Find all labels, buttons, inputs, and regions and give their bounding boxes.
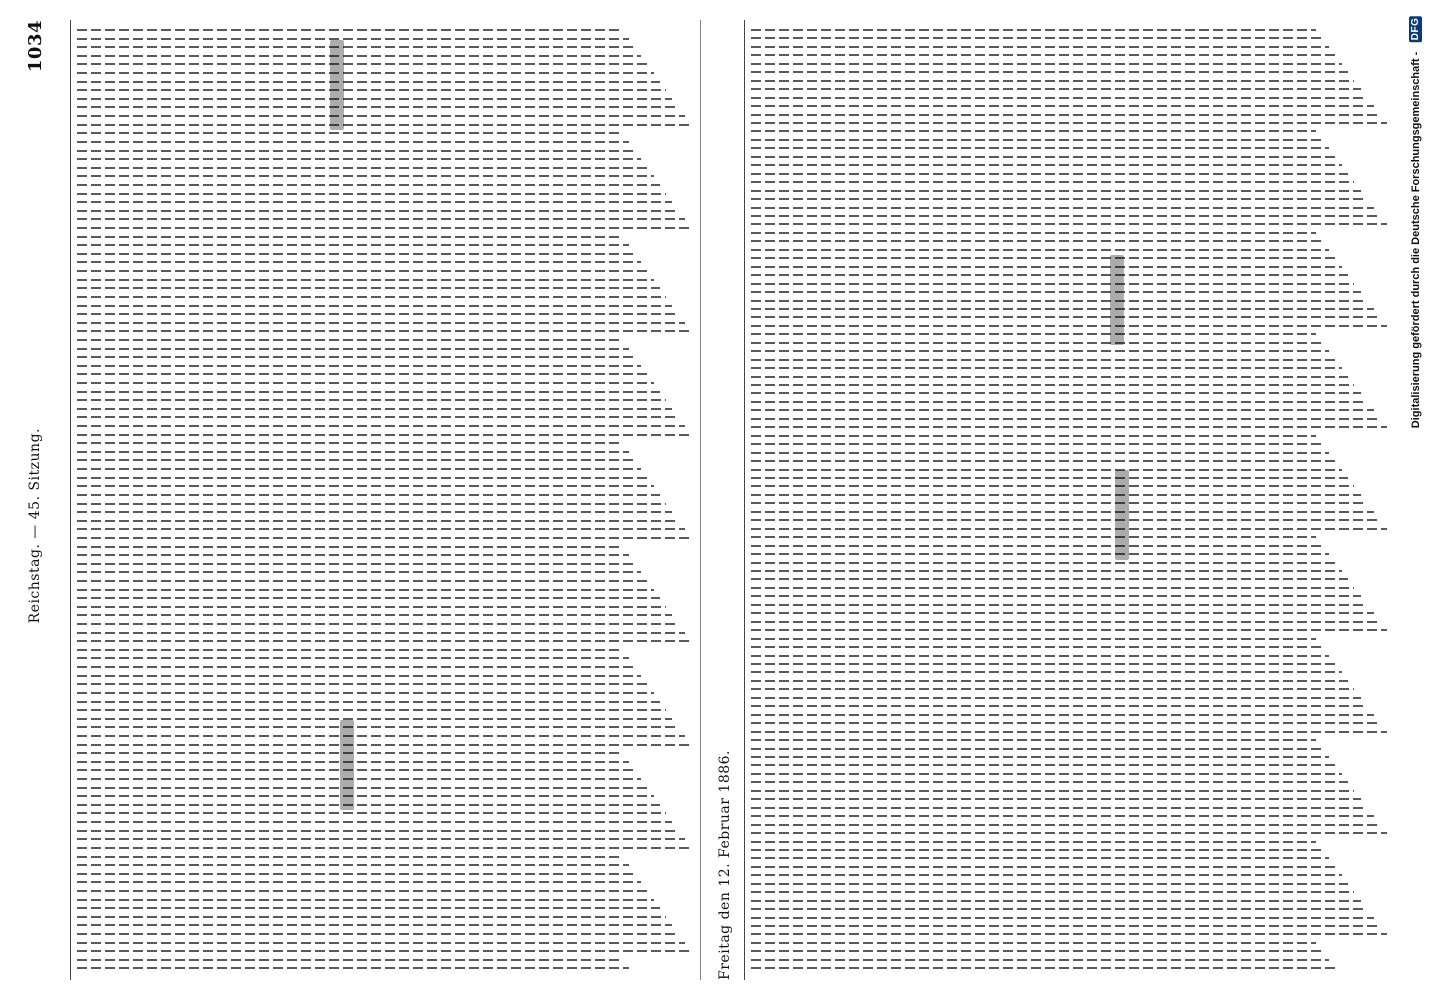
text-line	[77, 175, 654, 177]
text-line	[751, 105, 1374, 107]
text-line	[751, 807, 1367, 809]
text-line	[751, 646, 1322, 648]
text-line	[77, 503, 666, 505]
text-line	[77, 115, 685, 117]
text-line	[77, 494, 660, 496]
text-line	[751, 748, 1322, 750]
text-line	[751, 300, 1367, 302]
text-line	[751, 942, 1316, 944]
text-line	[77, 683, 647, 685]
text-line	[751, 874, 1342, 876]
text-line	[77, 675, 641, 677]
text-line	[751, 350, 1329, 352]
text-line	[751, 443, 1322, 445]
text-line	[751, 435, 1316, 437]
text-line	[77, 81, 660, 83]
text-line	[77, 29, 623, 31]
text-line	[751, 950, 1322, 952]
text-line	[77, 451, 629, 453]
text-line	[751, 190, 1361, 192]
text-line	[77, 63, 647, 65]
text-line	[77, 399, 666, 401]
text-line	[77, 847, 691, 849]
text-line	[751, 595, 1361, 597]
right-page-text-block	[744, 20, 1387, 980]
text-line	[751, 452, 1329, 454]
text-line	[751, 392, 1361, 394]
text-line	[77, 55, 641, 57]
text-line	[77, 305, 672, 307]
text-line	[77, 623, 678, 625]
text-line	[77, 795, 654, 797]
text-line	[751, 359, 1335, 361]
text-line	[751, 612, 1374, 614]
text-line	[77, 701, 660, 703]
text-line	[751, 722, 1380, 724]
text-line	[751, 80, 1354, 82]
text-line	[751, 114, 1380, 116]
text-line	[751, 71, 1348, 73]
text-line	[77, 106, 678, 108]
section-marker	[340, 720, 354, 810]
text-line	[77, 416, 678, 418]
section-marker	[1115, 470, 1129, 560]
text-line	[751, 663, 1335, 665]
text-line	[751, 545, 1322, 547]
text-line	[77, 726, 678, 728]
text-line	[751, 147, 1329, 149]
text-line	[751, 655, 1329, 657]
text-line	[751, 139, 1322, 141]
text-line	[751, 502, 1367, 504]
text-line	[77, 313, 678, 315]
text-line	[77, 261, 641, 263]
text-line	[751, 900, 1361, 902]
text-line	[751, 849, 1322, 851]
text-line	[751, 781, 1348, 783]
text-line	[751, 841, 1316, 843]
page-number: 1034	[24, 20, 46, 73]
text-line	[77, 442, 623, 444]
text-line	[751, 249, 1329, 251]
text-line	[77, 640, 691, 642]
text-line	[77, 322, 685, 324]
text-line	[77, 881, 641, 883]
text-line	[751, 325, 1387, 327]
text-line	[751, 511, 1374, 513]
text-line	[77, 950, 691, 952]
text-line	[751, 460, 1335, 462]
text-line	[751, 967, 1335, 969]
text-line	[77, 218, 685, 220]
text-line	[77, 916, 666, 918]
text-line	[751, 477, 1348, 479]
text-line	[77, 339, 623, 341]
text-line	[751, 925, 1380, 927]
text-line	[751, 536, 1316, 538]
text-line	[751, 215, 1380, 217]
text-line	[77, 158, 641, 160]
text-line	[77, 46, 635, 48]
text-line	[77, 150, 635, 152]
text-line	[77, 614, 672, 616]
text-line	[751, 342, 1322, 344]
text-line	[751, 164, 1342, 166]
text-line	[77, 546, 623, 548]
text-line	[77, 744, 691, 746]
text-line	[751, 908, 1367, 910]
text-line	[77, 769, 635, 771]
text-line	[751, 37, 1322, 39]
text-line	[77, 485, 654, 487]
dfg-credit	[1404, 16, 1426, 986]
text-line	[751, 790, 1354, 792]
text-line	[77, 124, 691, 126]
text-line	[77, 787, 647, 789]
text-line	[77, 330, 691, 332]
text-line	[77, 709, 666, 711]
text-line	[77, 201, 672, 203]
text-line	[77, 571, 641, 573]
text-line	[77, 434, 691, 436]
dfg-logo: DFG	[1409, 18, 1421, 41]
text-line	[751, 333, 1316, 335]
text-line	[751, 257, 1335, 259]
text-line	[751, 426, 1387, 428]
text-line	[751, 638, 1316, 640]
text-line	[751, 97, 1367, 99]
text-line	[77, 864, 629, 866]
text-line	[751, 469, 1342, 471]
running-header-right	[712, 20, 738, 980]
left-text-lines	[71, 20, 691, 980]
text-line	[751, 494, 1361, 496]
text-line	[77, 244, 629, 246]
text-line	[751, 283, 1354, 285]
text-line	[751, 122, 1387, 124]
text-line	[751, 63, 1342, 65]
text-line	[751, 756, 1329, 758]
text-line	[77, 89, 666, 91]
text-line	[751, 232, 1316, 234]
text-line	[751, 274, 1348, 276]
text-line	[751, 604, 1367, 606]
text-line	[77, 580, 647, 582]
text-line	[751, 240, 1322, 242]
text-line	[751, 764, 1335, 766]
dfg-credit-text	[1409, 16, 1422, 428]
running-head-date: Freitag den 12. Februar 1886.	[717, 750, 733, 980]
text-line	[751, 917, 1374, 919]
text-line	[751, 130, 1316, 132]
text-line	[751, 485, 1354, 487]
left-page-text-block	[70, 20, 691, 980]
text-line	[77, 382, 654, 384]
text-line	[77, 477, 647, 479]
text-line	[751, 773, 1342, 775]
text-line	[751, 671, 1342, 673]
text-line	[77, 236, 623, 238]
text-line	[751, 832, 1387, 834]
text-line	[751, 528, 1387, 530]
text-line	[77, 210, 678, 212]
text-line	[77, 632, 685, 634]
text-line	[751, 587, 1354, 589]
text-line	[77, 511, 672, 513]
text-line	[751, 798, 1361, 800]
text-line	[77, 287, 660, 289]
text-line	[77, 279, 654, 281]
text-line	[77, 804, 660, 806]
text-line	[77, 468, 641, 470]
text-line	[77, 821, 672, 823]
text-line	[751, 367, 1342, 369]
credit-label: Digitalisierung gefördert durch die Deutsche Forschungsgemeinschaft -	[1409, 51, 1422, 429]
running-head-session: Reichstag. — 45. Sitzung.	[27, 427, 43, 624]
text-line	[77, 537, 691, 539]
section-marker	[1110, 255, 1124, 345]
text-line	[77, 606, 666, 608]
text-line	[751, 266, 1342, 268]
text-line	[751, 705, 1367, 707]
text-line	[77, 365, 641, 367]
text-line	[751, 384, 1354, 386]
text-line	[77, 408, 672, 410]
text-line	[77, 589, 654, 591]
text-line	[77, 425, 685, 427]
text-line	[751, 688, 1354, 690]
text-line	[751, 933, 1387, 935]
text-line	[751, 198, 1367, 200]
text-line	[77, 933, 678, 935]
text-line	[77, 692, 654, 694]
text-line	[77, 649, 623, 651]
text-line	[751, 223, 1387, 225]
text-line	[77, 924, 672, 926]
text-line	[751, 308, 1374, 310]
text-line	[751, 621, 1380, 623]
text-line	[751, 697, 1361, 699]
text-line	[751, 553, 1329, 555]
text-line	[77, 38, 629, 40]
text-line	[751, 519, 1380, 521]
right-text-lines	[745, 20, 1387, 980]
text-line	[751, 409, 1374, 411]
text-line	[751, 866, 1335, 868]
text-line	[77, 167, 647, 169]
text-line	[751, 54, 1335, 56]
text-line	[751, 562, 1335, 564]
text-line	[77, 193, 666, 195]
text-line	[77, 735, 685, 737]
text-line	[77, 967, 629, 969]
text-line	[751, 570, 1342, 572]
text-line	[77, 528, 685, 530]
text-line	[77, 907, 660, 909]
text-line	[751, 29, 1316, 31]
text-line	[77, 373, 647, 375]
text-line	[77, 899, 654, 901]
text-line	[751, 376, 1348, 378]
text-line	[77, 666, 635, 668]
text-line	[77, 563, 635, 565]
text-line	[751, 815, 1374, 817]
text-line	[751, 891, 1354, 893]
text-line	[77, 856, 623, 858]
text-line	[751, 714, 1374, 716]
section-marker	[330, 40, 344, 130]
text-line	[751, 46, 1329, 48]
text-line	[77, 141, 629, 143]
text-line	[751, 418, 1380, 420]
text-line	[77, 657, 629, 659]
text-line	[77, 270, 647, 272]
text-line	[751, 401, 1367, 403]
text-line	[751, 680, 1348, 682]
text-line	[77, 718, 672, 720]
text-line	[751, 824, 1380, 826]
text-line	[77, 942, 685, 944]
text-line	[751, 181, 1354, 183]
text-line	[77, 873, 635, 875]
text-line	[77, 890, 647, 892]
text-line	[77, 830, 678, 832]
text-line	[77, 554, 629, 556]
text-line	[751, 739, 1316, 741]
text-line	[77, 391, 660, 393]
text-line	[751, 959, 1329, 961]
text-line	[77, 184, 660, 186]
text-line	[77, 778, 641, 780]
text-line	[751, 173, 1348, 175]
text-line	[77, 227, 691, 229]
text-line	[77, 253, 635, 255]
text-line	[77, 72, 654, 74]
text-line	[77, 838, 685, 840]
running-header-left	[22, 20, 48, 980]
text-line	[751, 291, 1361, 293]
text-line	[77, 597, 660, 599]
text-line	[751, 731, 1387, 733]
text-line	[751, 207, 1374, 209]
text-line	[77, 98, 672, 100]
text-line	[77, 348, 629, 350]
text-line	[77, 812, 666, 814]
text-line	[77, 520, 678, 522]
text-line	[751, 316, 1380, 318]
text-line	[77, 959, 623, 961]
text-line	[751, 88, 1361, 90]
text-line	[77, 356, 635, 358]
text-line	[77, 132, 623, 134]
text-line	[751, 857, 1329, 859]
text-line	[751, 156, 1335, 158]
text-line	[751, 883, 1348, 885]
text-line	[77, 296, 666, 298]
text-line	[77, 459, 635, 461]
text-line	[751, 578, 1348, 580]
text-line	[751, 629, 1387, 631]
center-divider	[700, 20, 701, 980]
